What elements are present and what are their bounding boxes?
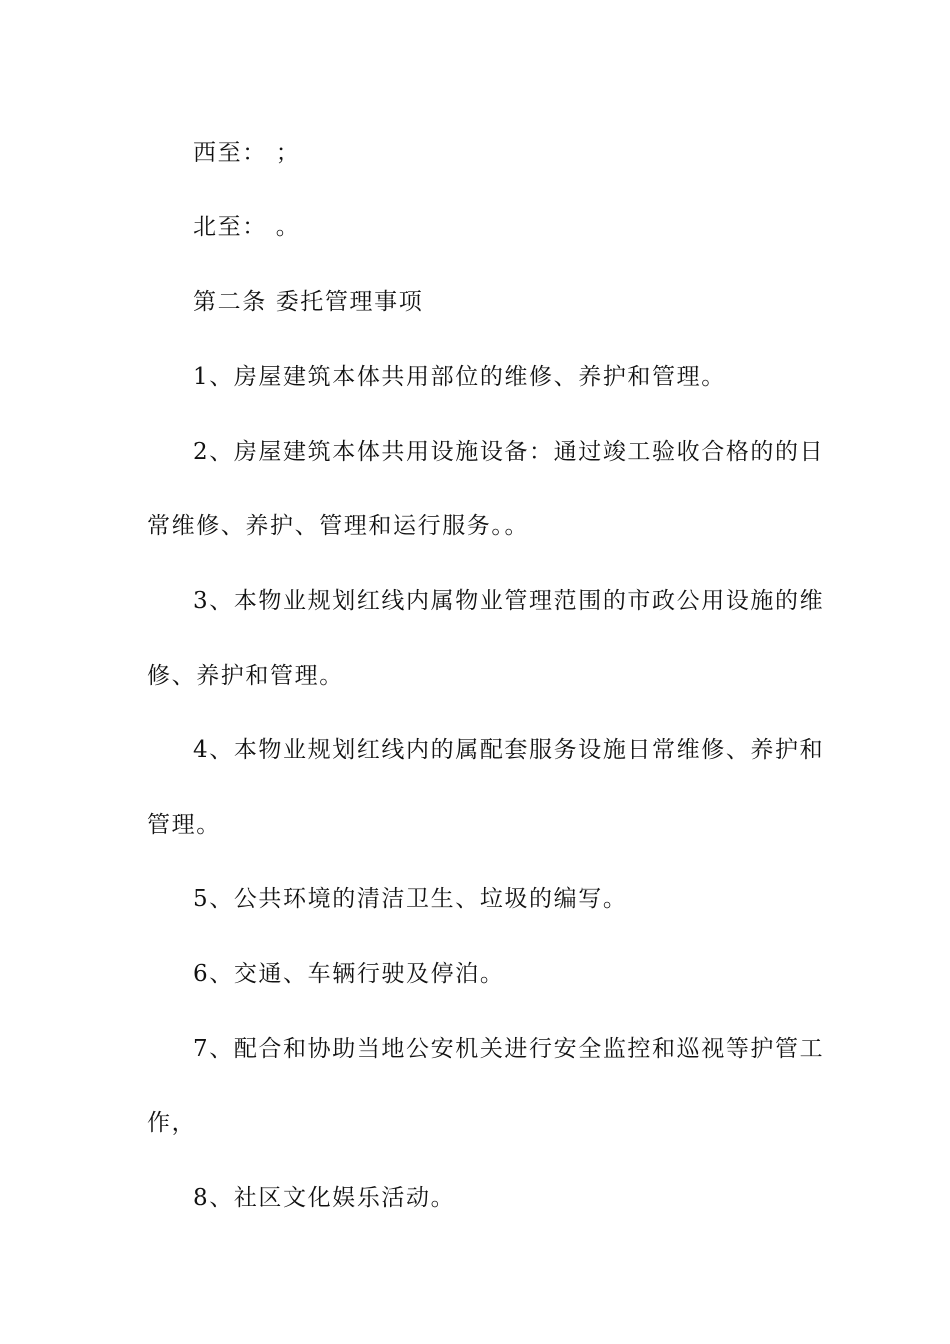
list-item-7-continuation: 作， [147,1110,197,1136]
list-item-2: 2、房屋建筑本体共用设施设备：通过竣工验收合格的的日 [193,439,825,465]
boundary-west: 西至： ； [193,140,301,166]
list-item-6: 6、交通、车辆行驶及停泊。 [193,961,505,987]
list-item-5: 5、公共环境的清洁卫生、垃圾的编写。 [193,886,628,912]
list-item-1: 1、房屋建筑本体共用部位的维修、养护和管理。 [193,364,726,390]
list-item-4: 4、本物业规划红线内的属配套服务设施日常维修、养护和 [193,737,825,763]
list-item-3: 3、本物业规划红线内属物业管理范围的市政公用设施的维 [193,588,825,614]
list-item-4-continuation: 管理。 [147,812,221,838]
article-heading: 第二条 委托管理事项 [193,289,424,315]
list-item-7: 7、配合和协助当地公安机关进行安全监控和巡视等护管工 [193,1036,825,1062]
boundary-north: 北至： 。 [193,214,301,240]
list-item-2-continuation: 常维修、养护、管理和运行服务。。 [147,513,530,539]
list-item-3-continuation: 修、养护和管理。 [147,663,344,689]
list-item-8: 8、社区文化娱乐活动。 [193,1185,456,1211]
